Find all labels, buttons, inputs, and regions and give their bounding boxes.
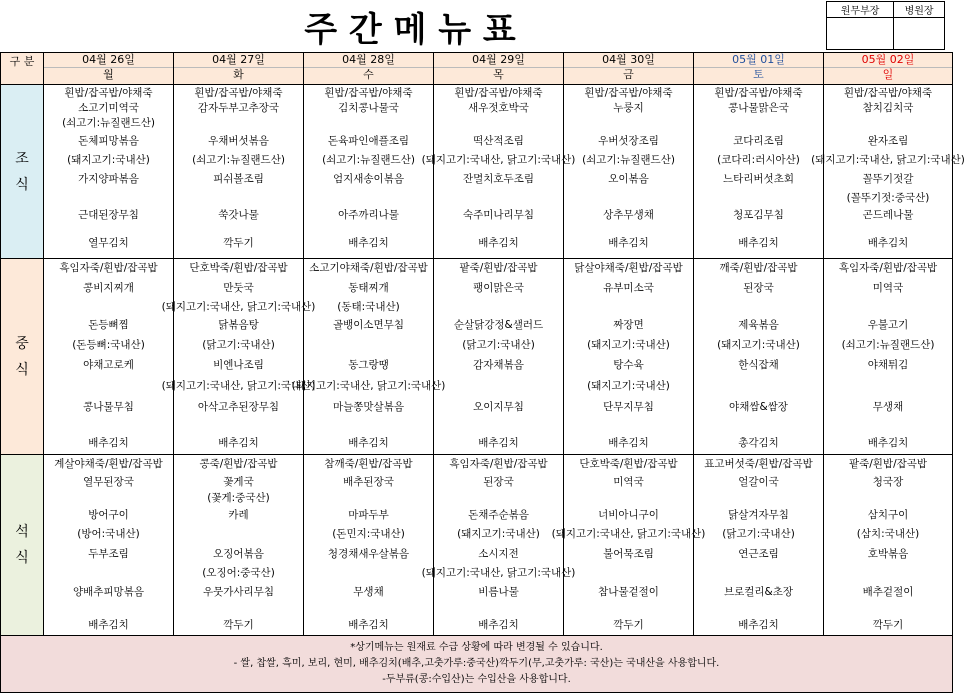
menu-item [824, 222, 952, 233]
menu-item [694, 222, 823, 233]
menu-item: 배추김치 [738, 619, 779, 631]
menu-cell [551, 455, 706, 636]
menu-cell [44, 455, 174, 636]
menu-item: 떡산적조림 [473, 134, 524, 147]
approval-sign-2 [894, 18, 945, 50]
menu-item: 깍두기 [613, 619, 644, 631]
footer-note: -두부류(콩:수입산)는 수입산을 사용합니다. [382, 674, 571, 685]
menu-item: 닭볶음탕 [218, 318, 259, 331]
menu-item [434, 189, 563, 206]
menu-item: (쇠고기:뉴질랜드산) [841, 338, 935, 351]
menu-item: 미역국 [872, 282, 904, 294]
menu-item: 숙주미나리무침 [462, 208, 534, 221]
menu-item: 가지양파볶음 [78, 172, 139, 185]
menu-item: 김치콩나물국 [338, 102, 399, 114]
menu-item [824, 375, 952, 395]
menu-item: (코다리:러시아산) [717, 153, 800, 166]
menu-item: 잔멸치호두조림 [462, 172, 534, 185]
menu-item: 곤드레나물 [862, 208, 914, 221]
menu-item: (돼지고기:국내산, 닭고기:국내산) [551, 528, 706, 540]
approval-label-2: 병원장 [894, 2, 945, 18]
menu-item: 흰밥/잡곡밥/야채죽 [584, 87, 673, 99]
date-label: 04월 29일 [434, 53, 563, 68]
menu-item: 오이지무침 [473, 400, 524, 413]
menu-cell [824, 259, 953, 455]
meal-label-breakfast [1, 85, 44, 259]
menu-item [564, 417, 693, 431]
menu-item [304, 335, 433, 353]
weekday-label: 토 [753, 68, 764, 81]
menu-item: 콩비지찌개 [83, 282, 134, 294]
menu-item: 오이볶음 [608, 172, 649, 185]
menu-item: 팽이맑은국 [473, 282, 524, 294]
menu-item [824, 491, 952, 503]
menu-item: 닭살겨자무침 [728, 508, 789, 521]
menu-item: 된장국 [743, 282, 774, 294]
day-header [694, 53, 824, 85]
menu-item [694, 115, 823, 129]
menu-item [174, 417, 303, 431]
menu-cell [421, 455, 576, 636]
menu-item: 배추김치 [608, 237, 649, 249]
date-label: 04월 26일 [44, 53, 173, 68]
menu-item: 무생채 [872, 400, 904, 413]
menu-item [694, 417, 823, 431]
menu-cell [824, 455, 953, 636]
weekday-label: 일 [882, 68, 894, 81]
menu-item [694, 299, 823, 313]
menu-item [824, 299, 952, 313]
menu-item: (돼지고기:국내산) [67, 153, 150, 166]
menu-item: 비엔나조림 [213, 358, 264, 371]
menu-item: (돼지고기:국내산) [717, 338, 800, 351]
menu-item: 소고기야채죽/흰밥/잡곡밥 [309, 262, 428, 274]
menu-item: (돼지고기:국내산) [457, 528, 540, 540]
menu-item: 팥죽/흰밥/잡곡밥 [459, 262, 538, 274]
menu-item: 비름나물 [478, 585, 519, 598]
menu-item: 감자채볶음 [473, 358, 524, 371]
menu-item: 마늘쫑맛살볶음 [332, 400, 404, 413]
menu-item: 배추김치 [88, 437, 129, 449]
menu-item: 한식잡채 [738, 358, 779, 371]
breakfast-row [1, 85, 953, 259]
menu-item: (닭고기:국내산) [722, 528, 795, 540]
menu-item [44, 375, 173, 395]
menu-item: 미역국 [613, 475, 644, 488]
menu-item: 열무김치 [88, 237, 129, 249]
menu-item: 제육볶음 [738, 318, 779, 331]
menu-item: (돼지고기:국내산, 닭고기:국내산) [421, 566, 576, 579]
menu-item: 무생채 [353, 585, 384, 598]
menu-item: (돈등뼈:국내산) [72, 338, 145, 351]
menu-item: 배추김치 [608, 437, 649, 449]
menu-item [824, 564, 952, 580]
menu-item: 배추김치 [478, 237, 519, 249]
menu-item [44, 491, 173, 503]
day-header [564, 53, 694, 85]
menu-item [694, 375, 823, 395]
menu-item: 삼치구이 [867, 508, 909, 521]
day-header [824, 53, 953, 85]
menu-item [174, 189, 303, 206]
menu-item: 소고기미역국 [78, 102, 139, 114]
menu-item: 마파두부 [348, 508, 389, 521]
meal-label-text: 조 식 [15, 150, 29, 193]
menu-item: 카레 [228, 508, 249, 521]
date-label: 04월 27일 [174, 53, 303, 68]
meal-label-text: 중 식 [15, 335, 29, 378]
menu-item: 탕수육 [613, 358, 644, 371]
menu-item [44, 564, 173, 580]
menu-item [304, 189, 433, 206]
menu-item: (꽃게:중국산) [207, 491, 270, 504]
menu-cell [694, 259, 824, 455]
menu-item [44, 222, 173, 233]
menu-item [434, 491, 563, 503]
menu-cell [811, 85, 965, 259]
approval-sign-1 [827, 18, 894, 50]
menu-item: 열무된장국 [83, 475, 134, 488]
menu-item: 계살야채죽/흰밥/잡곡밥 [54, 457, 163, 470]
menu-item: 돈등뼈찜 [88, 318, 129, 331]
menu-cell [44, 85, 174, 259]
menu-item: 배추김치 [88, 619, 129, 631]
menu-item: 흰밥/잡곡밥/야채죽 [843, 87, 933, 99]
menu-item: 깍두기 [223, 237, 254, 249]
menu-item: 청포김무침 [733, 208, 784, 221]
menu-item: (쇠고기:뉴질랜드산) [322, 153, 415, 166]
lunch-row [1, 259, 953, 455]
menu-item: 두부조림 [88, 547, 129, 560]
menu-item: 참깨죽/흰밥/잡곡밥 [324, 457, 413, 470]
menu-item: 연근조림 [738, 547, 779, 560]
menu-item: (돼지고기:국내산, 닭고기:국내산) [161, 300, 316, 313]
menu-item: 순살닭강정&샐러드 [453, 318, 544, 331]
menu-item: 흰밥/잡곡밥/야채죽 [194, 87, 283, 99]
menu-cell [291, 259, 446, 455]
day-header [434, 53, 564, 85]
menu-item: 야채쌈&쌈장 [729, 400, 788, 413]
menu-item: 쑥갓나물 [218, 208, 259, 221]
menu-item [44, 189, 173, 206]
menu-item: 동그랑땡 [348, 358, 389, 371]
menu-item [564, 189, 693, 206]
menu-cell [304, 85, 434, 259]
menu-item: 우채버섯볶음 [208, 134, 269, 147]
menu-item: (삼치:국내산) [856, 528, 920, 540]
menu-item: 배추김치 [478, 619, 519, 631]
menu-item: 우불고기 [867, 318, 909, 331]
menu-item [694, 564, 823, 580]
menu-item: 완자조림 [867, 134, 909, 147]
menu-cell [434, 259, 564, 455]
menu-cell [44, 259, 174, 455]
menu-item: 총각김치 [738, 437, 779, 449]
menu-item: (방어:국내산) [77, 528, 140, 540]
day-header [174, 53, 304, 85]
menu-item: 배추김치 [348, 437, 389, 449]
menu-item [304, 491, 433, 503]
menu-item [434, 602, 563, 614]
weekday-label: 금 [623, 68, 634, 81]
menu-item [434, 222, 563, 233]
weekday-label: 목 [493, 68, 504, 81]
menu-item: 닭살야채죽/흰밥/잡곡밥 [574, 262, 683, 274]
menu-item [174, 115, 303, 129]
menu-item: 배추김치 [218, 437, 259, 449]
footer-note: - 쌀, 찹쌀, 흑미, 보리, 현미, 배추김치(배추,고춧가루:중국산)깍두기(무,고춧가루: 국산)는 국내산을 사용합니다. [233, 658, 720, 669]
menu-item [434, 299, 563, 313]
menu-item [304, 417, 433, 431]
menu-item: 깍두기 [223, 619, 254, 631]
menu-item [694, 602, 823, 614]
gubun-header: 구 분 [1, 53, 44, 85]
menu-item: 유부미소국 [603, 282, 654, 294]
approval-box [826, 1, 945, 50]
menu-item [174, 525, 303, 542]
menu-item [434, 375, 563, 395]
date-label: 05월 01일 [694, 53, 823, 68]
menu-cell [161, 259, 316, 455]
menu-item [434, 417, 563, 431]
menu-item: 누룽지 [613, 102, 644, 114]
menu-item: 야채튀김 [867, 358, 909, 371]
menu-item [434, 115, 563, 129]
menu-item: 야채고로케 [83, 358, 134, 371]
menu-item: 골뱅이소면무침 [332, 318, 404, 331]
menu-item: 배추김치 [867, 237, 909, 249]
menu-item [44, 299, 173, 313]
menu-item [44, 417, 173, 431]
menu-item [304, 222, 433, 233]
menu-item: 상추무생채 [603, 208, 654, 221]
menu-item: 단무지무침 [603, 400, 654, 413]
menu-item: (돼지고기:국내산, 닭고기:국내산) [811, 153, 965, 166]
menu-item: 흰밥/잡곡밥/야채죽 [324, 87, 413, 99]
weekly-menu-table [0, 52, 965, 693]
menu-item: 배추김치 [867, 437, 909, 449]
menu-item: (쇠고기:뉴질랜드산) [192, 153, 285, 166]
menu-item: (돼지고기:국내산, 닭고기:국내산) [291, 379, 446, 392]
menu-cell [174, 85, 304, 259]
menu-cell [174, 455, 304, 636]
date-label: 04월 30일 [564, 53, 693, 68]
menu-item [694, 491, 823, 503]
menu-item: 팥죽/흰밥/잡곡밥 [848, 457, 928, 470]
menu-item: 흑임자죽/흰밥/잡곡밥 [59, 262, 158, 274]
menu-item [44, 602, 173, 614]
meal-label-text: 석 식 [15, 524, 29, 566]
menu-item: (돈민지:국내산) [332, 528, 405, 540]
menu-item [304, 602, 433, 614]
menu-item: 배추김치 [478, 437, 519, 449]
footer-row [1, 636, 953, 693]
menu-cell [694, 455, 824, 636]
menu-item: 감자두부고추장국 [197, 102, 280, 114]
menu-item [694, 189, 823, 206]
menu-item: 아삭고추된장무침 [197, 400, 280, 413]
menu-item: 코다리조림 [733, 134, 784, 147]
weekday-label: 화 [233, 68, 244, 81]
menu-item: 근대된장무침 [78, 208, 139, 221]
menu-item [824, 602, 952, 614]
menu-item: 콩죽/흰밥/잡곡밥 [199, 457, 278, 470]
menu-item: 청경채새우살볶음 [327, 547, 410, 560]
menu-item [564, 222, 693, 233]
menu-item: 콩나물맑은국 [728, 102, 789, 114]
menu-item: (오징어:중국산) [202, 566, 275, 579]
menu-item: (돼지고기:국내산, 닭고기:국내산) [161, 379, 316, 392]
menu-cell [694, 85, 824, 259]
menu-item: 오징어볶음 [213, 547, 264, 560]
menu-cell [421, 85, 576, 259]
menu-item: (돼지고기:국내산) [587, 379, 670, 392]
menu-item: 새우젓호박국 [468, 102, 529, 114]
menu-item: 동태찌개 [348, 282, 389, 294]
menu-item [304, 564, 433, 580]
menu-item: 짜장면 [613, 318, 644, 331]
menu-item: 깍두기 [872, 619, 904, 631]
menu-item: 배추김치 [348, 619, 389, 631]
menu-item [564, 564, 693, 580]
menu-cell [564, 85, 694, 259]
meal-label-lunch [1, 259, 44, 455]
date-label: 05월 02일 [824, 53, 952, 68]
menu-item: 참나물겉절이 [598, 585, 659, 598]
page-title [0, 0, 820, 52]
menu-item: 흰밥/잡곡밥/야채죽 [64, 87, 153, 99]
menu-item: (돼지고기:국내산, 닭고기:국내산) [421, 153, 576, 166]
menu-item [824, 417, 952, 431]
menu-item: (닭고기:국내산) [462, 338, 535, 351]
menu-item: 콩나물무침 [83, 400, 134, 413]
menu-item: 배추김치 [348, 237, 389, 249]
menu-item: (쇠고기:뉴질랜드산) [582, 153, 675, 166]
header-row [1, 53, 953, 85]
menu-item [564, 115, 693, 129]
menu-item: 단호박죽/흰밥/잡곡밥 [579, 457, 678, 470]
weekday-label: 월 [103, 68, 114, 81]
menu-item: 배추된장국 [343, 475, 394, 488]
menu-item: 된장국 [483, 475, 514, 488]
menu-item [174, 602, 303, 614]
menu-cell [304, 455, 434, 636]
menu-item: 배추겉절이 [862, 585, 914, 598]
menu-item: (동태:국내산) [337, 300, 400, 313]
footer-notes [1, 636, 953, 693]
menu-item: 만둣국 [223, 282, 254, 294]
menu-item: 깨죽/흰밥/잡곡밥 [719, 262, 798, 274]
menu-item: 방어구이 [88, 508, 129, 521]
menu-item: 돈체피망볶음 [78, 134, 139, 147]
menu-item: 배추김치 [738, 237, 779, 249]
day-header [44, 53, 174, 85]
menu-item: 표고버섯죽/흰밥/잡곡밥 [704, 457, 813, 470]
menu-item: 브로컬리&초장 [723, 585, 794, 598]
title-text: 주 간 메 뉴 표 [304, 9, 516, 50]
menu-item: (돼지고기:국내산) [587, 338, 670, 351]
menu-item [174, 222, 303, 233]
date-label: 04월 28일 [304, 53, 433, 68]
menu-item [564, 491, 693, 503]
menu-cell [564, 259, 694, 455]
day-header [304, 53, 434, 85]
menu-item: 느타리버섯초회 [722, 172, 794, 185]
menu-item: 꼴뚜기젓갈 [862, 172, 914, 185]
menu-item: 단호박죽/흰밥/잡곡밥 [189, 262, 288, 274]
menu-item [304, 115, 433, 129]
menu-item: 엄지새송이볶음 [332, 172, 404, 185]
menu-item: (닭고기:국내산) [202, 338, 275, 351]
menu-item: 피쉬볼조림 [213, 172, 264, 185]
menu-item: 꽃게국 [223, 475, 254, 488]
menu-item: 호박볶음 [867, 547, 909, 560]
menu-item: 불어묵조림 [603, 547, 654, 560]
weekday-label: 수 [363, 68, 374, 81]
menu-item: 흰밥/잡곡밥/야채죽 [454, 87, 543, 99]
meal-label-dinner [1, 455, 44, 636]
menu-item: 소시지전 [478, 547, 519, 560]
menu-item: 흰밥/잡곡밥/야채죽 [714, 87, 803, 99]
menu-item [564, 602, 693, 614]
menu-item: 돈육파인애플조림 [327, 134, 410, 147]
menu-item: 아주까리나물 [338, 208, 399, 221]
footer-note: *상기메뉴는 원재료 수급 상황에 따라 변경될 수 있습니다. [350, 642, 603, 653]
menu-item [564, 299, 693, 313]
menu-item: 돈채주순볶음 [468, 508, 529, 521]
menu-item: 흑임자죽/흰밥/잡곡밥 [449, 457, 548, 470]
menu-item: 얼갈이국 [738, 475, 779, 488]
menu-item: (꼴뚜기젓:중국산) [846, 192, 930, 204]
menu-item: 너비아니구이 [598, 508, 659, 521]
menu-item: 양배추피망볶음 [72, 585, 144, 598]
menu-item: 흑임자죽/흰밥/잡곡밥 [838, 262, 938, 274]
menu-item [824, 115, 952, 129]
menu-item: (쇠고기:뉴질랜드산) [62, 116, 155, 129]
dinner-row [1, 455, 953, 636]
approval-label-1: 원무부장 [827, 2, 894, 18]
menu-item: 우뭇가사리무침 [202, 585, 274, 598]
menu-item: 참치김치국 [862, 102, 914, 114]
menu-item: 우버섯장조림 [598, 134, 659, 147]
menu-item: 청국장 [872, 475, 904, 488]
